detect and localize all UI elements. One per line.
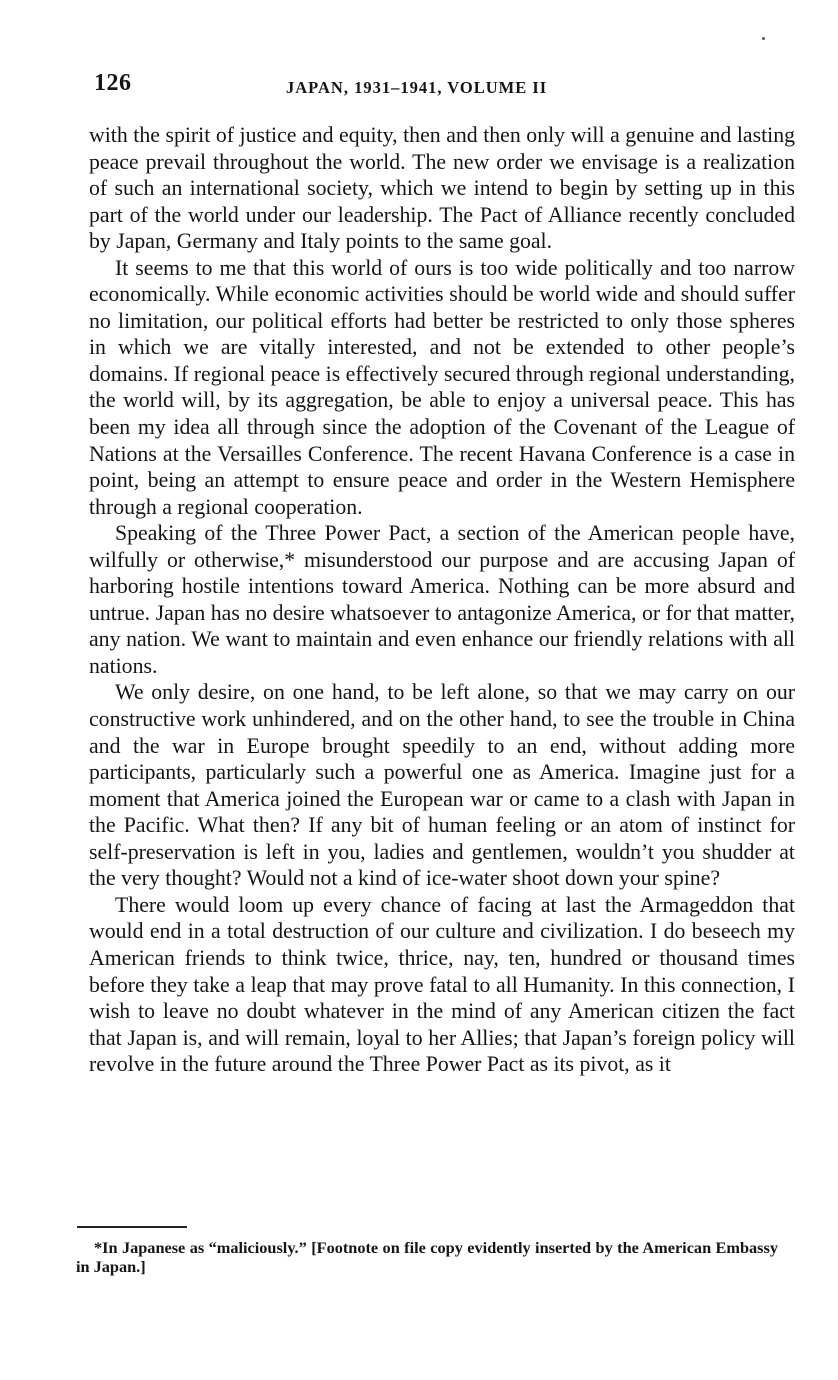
paragraph: Speaking of the Three Power Pact, a section of the American people have, wilfully or otherwise,* misunderstood our purpose and are accusing Japan of harboring hostile intentions toward America. Nothing can be more absurd and untrue. Japan has no desire whatsoever to antagonize America, or for that matter, any nation. We want to maintain and even enhance our friendly relations with all nations. <box>89 521 795 678</box>
paragraph: There would loom up every chance of facing at last the Armageddon that would end in a total destruction of our culture and civilization. I do beseech my American friends to think twice, thrice, nay, ten, hundred or thousand times before they take a leap that may prove fatal to all Humanity. In this connection, I wish to leave no doubt whatever in the mind of any American citizen the fact that Japan is, and will remain, loyal to her Allies; that Japan’s foreign policy will revolve in the future around the Three Power Pact as its pivot, as it <box>89 892 795 1077</box>
footnote-marker: * <box>94 1238 103 1257</box>
paragraph: It seems to me that this world of ours is too wide politically and too narrow economically. While economic activities should be world wide and should suffer no limitation, our political efforts had better be restricted to only those spheres in which we are vitally interested, and not be extended to other people’s domains. If regional peace is effectively secured through regional understanding, the world will, by its aggregation, be able to enjoy a universal peace. This has been my idea all through since the adoption of the Covenant of the League of Nations at the Versailles Conference. The recent Havana Conference is a case in point, being an attempt to ensure peace and order in the Western Hemisphere through a regional cooperation. <box>89 255 795 519</box>
page-number: 126 <box>94 70 132 96</box>
footnote-divider <box>77 1226 187 1228</box>
paragraph-continued: with the spirit of justice and equity, then and then only will a genuine and lasting peace prevail throughout the world. The new order we envisage is a realization of such an international society, which we intend to begin by setting up in this part of the world under our leadership. The Pact of Alliance recently concluded by Japan, Germany and Italy points to the same goal. <box>89 123 795 254</box>
page-header <box>94 70 794 104</box>
running-head: JAPAN, 1931–1941, VOLUME II <box>286 78 548 97</box>
scan-speck <box>762 37 765 40</box>
body-text <box>89 122 795 1078</box>
footnote-text: In Japanese as “maliciously.” [Footnote on file copy evidently inserted by the American Embassy in Japan.] <box>76 1238 778 1276</box>
paragraph: We only desire, on one hand, to be left alone, so that we may carry on our constructive work unhindered, and on the other hand, to see the trouble in China and the war in Europe brought speedily to an end, without adding more participants, particularly such a powerful one as America. Imagine just for a moment that America joined the European war or came to a clash with Japan in the Pacific. What then? If any bit of human feeling or an atom of instinct for self-preservation is left in you, ladies and gentlemen, wouldn’t you shudder at the very thought? Would not a kind of ice-water shoot down your spine? <box>89 680 795 891</box>
footnote <box>76 1238 778 1276</box>
